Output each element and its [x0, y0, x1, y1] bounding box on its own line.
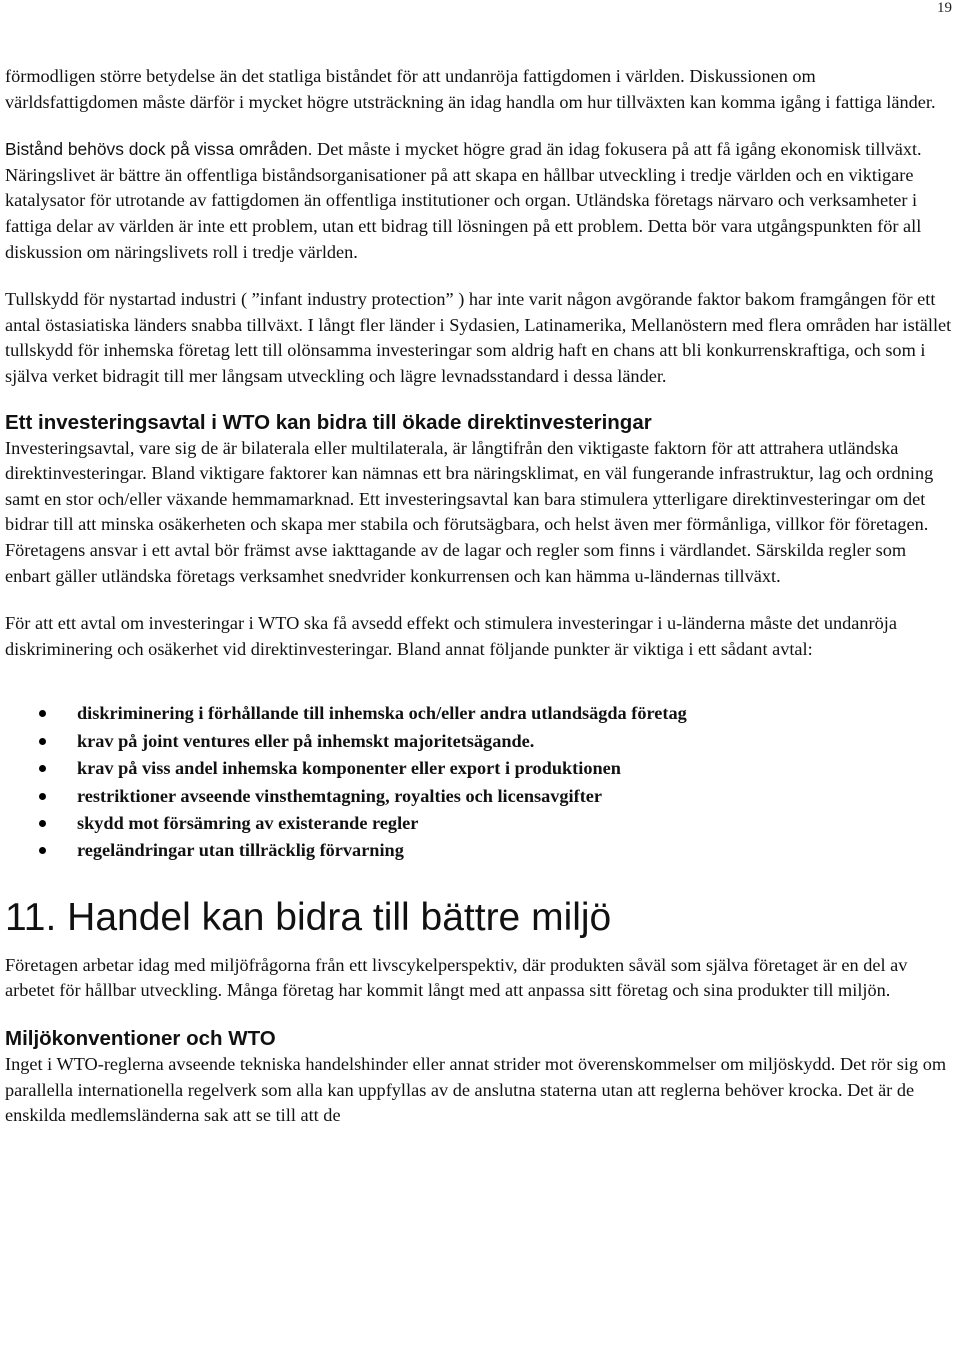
paragraph-aid-lead: Bistånd behövs dock på vissa områden.	[5, 139, 313, 160]
list-item: krav på joint ventures eller på inhemskt majoritetsägande.	[5, 728, 953, 755]
list-item: diskriminering i förhållande till inhemska och/eller andra utlandsägda företag	[5, 700, 953, 727]
paragraph-tariffs: Tullskydd för nystartad industri ( ”infant industry protection” ) har inte varit någon avgörande faktor bakom framgången för ett antal östasiatiska länders snabba tillväxt. I långt fler länder i Sydasien, Latinamerika, Mellanöstern med flera områden har istället tullskydd för inhemska företag lett till olönsamma investeringar som aldrig haft en chans att bli konkurrenskraftiga, och som i själva verket bidragit till mer långsam utveckling och lägre levnadsstandard i dessa länder.	[5, 289, 952, 386]
bullet-icon	[39, 820, 46, 827]
heading-environment-conventions: Miljökonventioner och WTO	[5, 1026, 276, 1050]
document-body	[5, 64, 953, 1129]
bullet-icon	[39, 793, 46, 800]
bullet-icon	[39, 738, 46, 745]
list-item: regeländringar utan tillräcklig förvarning	[5, 837, 953, 864]
list-item: krav på viss andel inhemska komponenter eller export i produktionen	[5, 755, 953, 782]
paragraph-aid-body: Det måste i mycket högre grad än idag fokusera på att få igång ekonomisk tillväxt. Näringslivet är bättre än offentliga biståndsorganisationer på att skapa en hållbar utveckling i tredje världen och en viktigare katalysator för utrotande av fattigdomen än offentliga institutioner och organ. Utländska företags närvaro och verksamheter i fattiga delar av världen är inte ett problem, utan ett bidrag till lösningen på ett problem. Detta bör vara utgångspunkten för all diskussion om näringslivets roll i tredje världen.	[5, 139, 922, 262]
heading-investment-agreement: Ett investeringsavtal i WTO kan bidra till ökade direktinvesteringar	[5, 410, 652, 434]
bullet-icon	[39, 847, 46, 854]
bullet-icon	[39, 765, 46, 772]
bullet-icon	[39, 710, 46, 717]
paragraph-investment: Investeringsavtal, vare sig de är bilaterala eller multilaterala, är långtifrån den viktigaste faktorn för att attrahera utländska direktinvesteringar. Bland viktigare faktorer kan nämnas ett bra näringsklimat, en väl fungerande infrastruktur, lag och ordning samt en stor och/eller växande hemmamarknad. Ett investeringsavtal kan bara stimulera ytterligare direktinvesteringar om det bidrar till att minska osäkerheten och skapa mer stabila och förutsägbara, och helst även mer förmånliga, villkor för företagen. Företagens ansvar i ett avtal bör främst avse iakttagande av de lagar och regler som finns i värdlandet. Särskilda regler som enbart gäller utländska företags verksamhet snedvrider konkurrensen och kan hämma u-ländernas tillväxt.	[5, 437, 934, 586]
paragraph-wto-environment: Inget i WTO-reglerna avseende tekniska handelshinder eller annat strider mot överenskommelser om miljöskydd. Det rör sig om parallella internationella regelverk som alla kan uppfyllas av de anslutna staterna utan att reglerna behöver krocka. Det är de enskilda medlemsländerna sak att se till att de	[5, 1053, 947, 1126]
paragraph-wto-agreement: För att ett avtal om investeringar i WTO ska få avsedd effekt och stimulera investeringar i u-länderna måste det undanröja diskriminering och osäkerhet vid direktinvesteringar. Bland annat följande punkter är viktiga i ett sådant avtal:	[5, 613, 897, 659]
list-item: restriktioner avseende vinsthemtagning, royalties och licensavgifter	[5, 783, 953, 810]
chapter-heading: 11. Handel kan bidra till bättre miljö	[5, 895, 612, 939]
page-number: 19	[937, 0, 952, 16]
bullet-list	[5, 700, 953, 864]
paragraph-poverty: förmodligen större betydelse än det statliga biståndet för att undanröja fattigdomen i världen. Diskussionen om världsfattigdomen måste därför i mycket högre utsträckning än idag handla om hur tillväxten kan komma igång i fattiga länder.	[5, 66, 936, 112]
list-item: skydd mot försämring av existerande regler	[5, 810, 953, 837]
paragraph-lifecycle: Företagen arbetar idag med miljöfrågorna från ett livscykelperspektiv, där produkten såväl som själva företaget är en del av arbetet för hållbar utveckling. Många företag har kommit långt med att anpassa sitt företag och sina produkter till miljön.	[5, 954, 908, 1001]
paragraph-aid	[5, 137, 953, 265]
